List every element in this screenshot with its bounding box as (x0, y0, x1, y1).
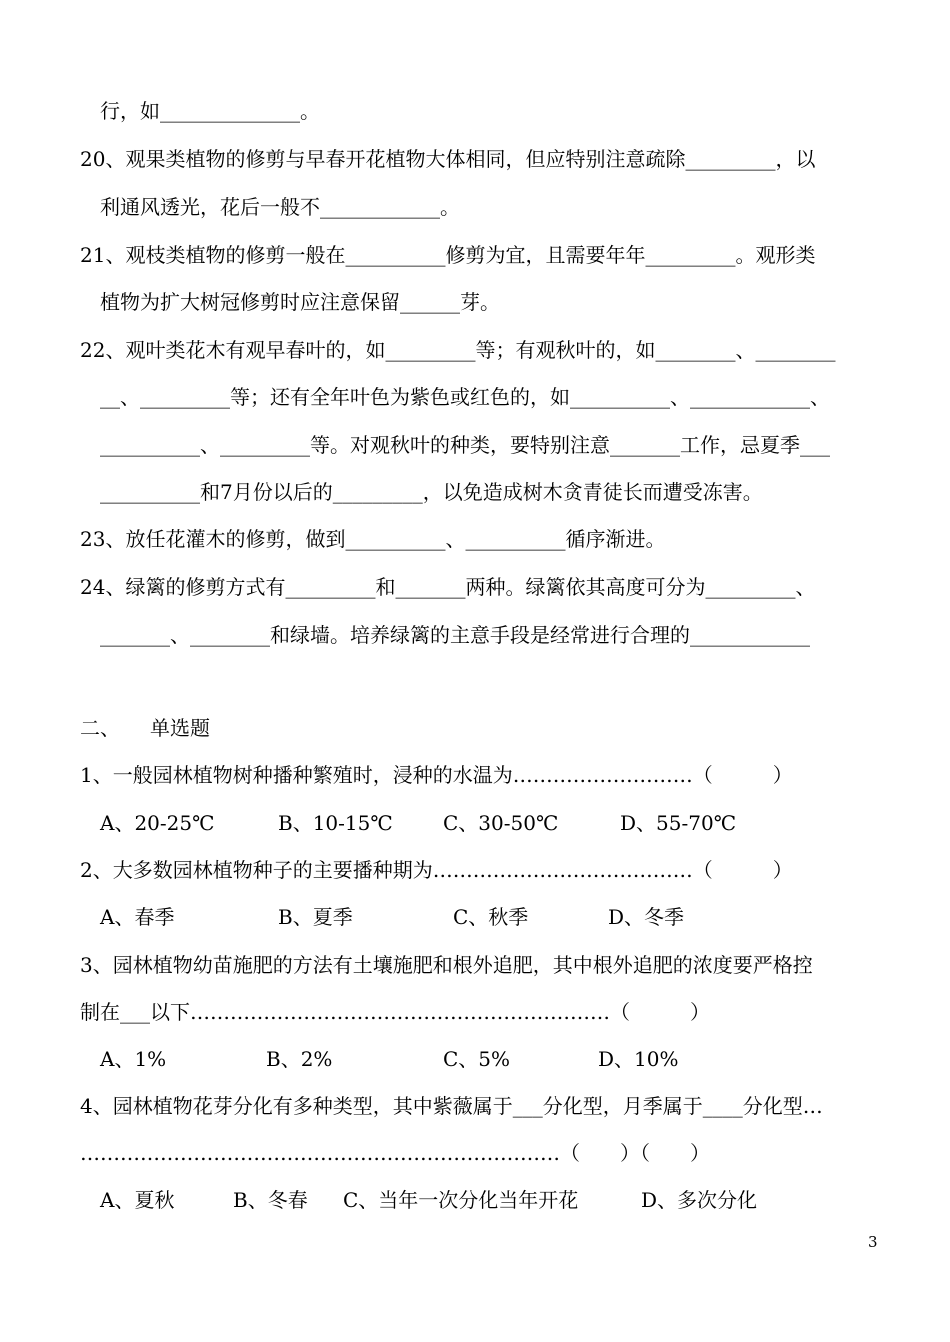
section-title: 二、 单选题 (80, 716, 210, 740)
option-c: C、5% (443, 1047, 511, 1071)
question-2-stem: 2、大多数园林植物种子的主要播种期为…………………………………（ ） (80, 858, 793, 882)
option-d: D、多次分化 (641, 1188, 758, 1212)
text-line: __、_________等；还有全年叶色为紫色或红色的，如__________、____________、 (100, 385, 830, 409)
option-a: A、1% (100, 1047, 167, 1071)
option-a: A、春季 (100, 905, 175, 929)
option-a: A、20-25℃ (100, 811, 215, 835)
option-b: B、夏季 (278, 905, 353, 929)
option-b: B、10-15℃ (278, 811, 393, 835)
text-line: __________、_________等。对观秋叶的种类，要特别注意_______工作，忌夏季___ (100, 433, 830, 457)
question-3-stem-cont: 制在___以下………………………………………………………（ ） (80, 1000, 710, 1024)
text-line: _______、________和绿墙。培养绿篱的主意手段是经常进行合理的____________ (100, 623, 810, 647)
option-b: B、2% (266, 1047, 333, 1071)
option-d: D、10% (598, 1047, 679, 1071)
text-line: __________和7月份以后的_________，以免造成树木贪青徒长而遭受冻害。 (100, 480, 763, 504)
option-c: C、秋季 (453, 905, 529, 929)
question-21: 21、观枝类植物的修剪一般在__________修剪为宜，且需要年年_________。观形类 (80, 243, 816, 267)
question-4-stem: 4、园林植物花芽分化有多种类型，其中紫薇属于___分化型，月季属于____分化型… (80, 1094, 823, 1118)
option-b: B、冬春 (233, 1188, 308, 1212)
question-4-stem-cont: ………………………………………………………………（ ）（ ） (80, 1141, 710, 1165)
page-number: 3 (868, 1233, 878, 1251)
text-line: 利通风透光，花后一般不____________。 (100, 195, 460, 219)
question-22: 22、观叶类花木有观早春叶的，如_________等；有观秋叶的，如________、________ (80, 338, 836, 362)
option-d: D、冬季 (608, 905, 685, 929)
question-24: 24、绿篱的修剪方式有_________和_______两种。绿篱依其高度可分为_________、 (80, 575, 816, 599)
question-20: 20、观果类植物的修剪与早春开花植物大体相同，但应特别注意疏除_________，以 (80, 147, 816, 171)
option-c: C、当年一次分化当年开花 (343, 1188, 579, 1212)
option-a: A、夏秋 (100, 1188, 175, 1212)
question-3-stem: 3、园林植物幼苗施肥的方法有土壤施肥和根外追肥，其中根外追肥的浓度要严格控 (80, 953, 813, 977)
question-1-stem: 1、一般园林植物树种播种繁殖时，浸种的水温为………………………（ ） (80, 763, 793, 787)
question-23: 23、放任花灌木的修剪，做到__________、__________循序渐进。 (80, 527, 666, 551)
text-line: 植物为扩大树冠修剪时应注意保留______芽。 (100, 290, 500, 314)
option-c: C、30-50℃ (443, 811, 559, 835)
option-d: D、55-70℃ (620, 811, 737, 835)
text-line: 行，如______________。 (100, 99, 320, 123)
